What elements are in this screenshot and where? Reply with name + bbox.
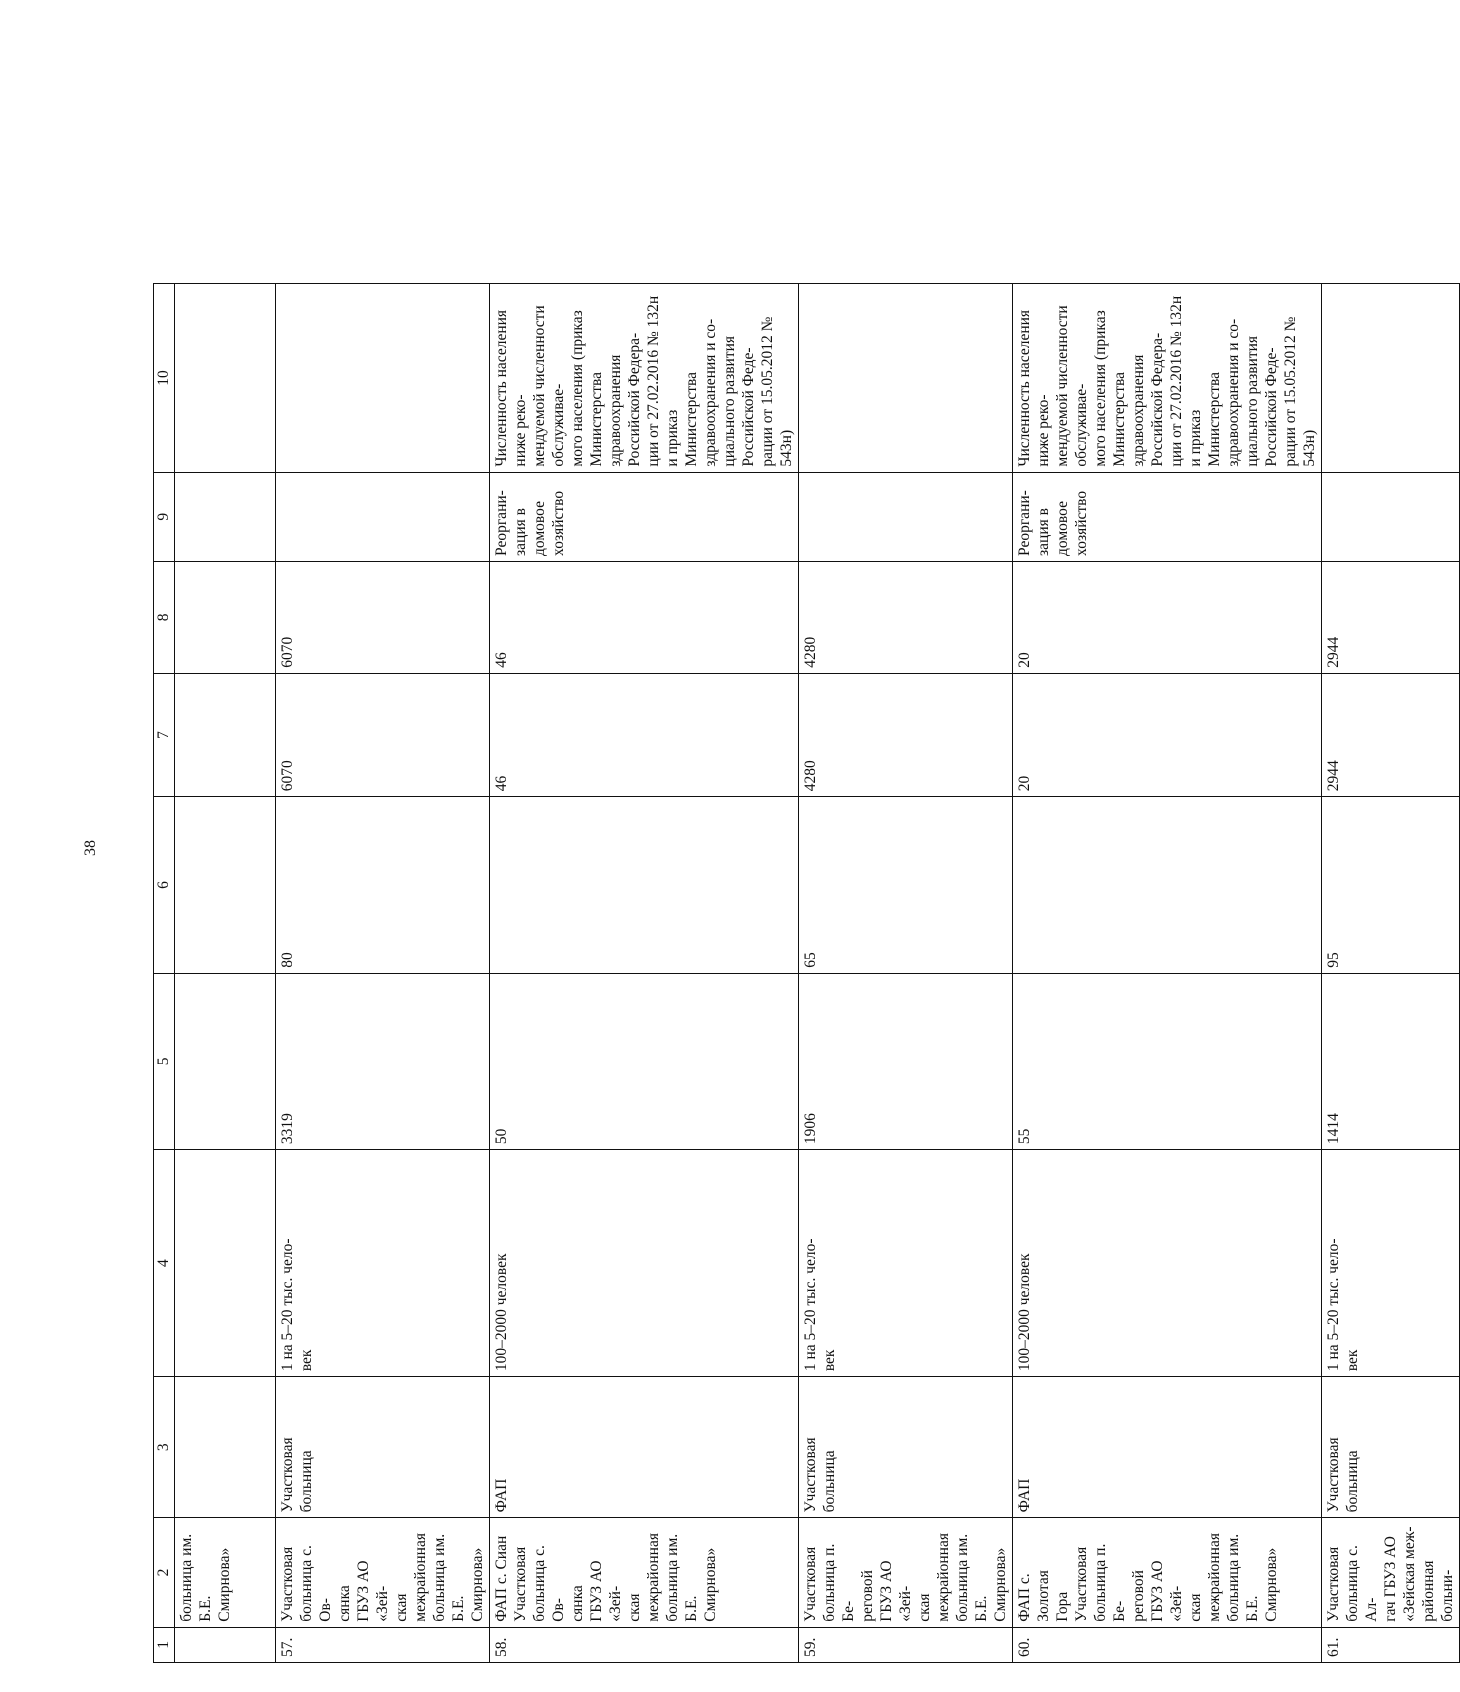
header-cell-8: 8 xyxy=(154,561,175,673)
header-cell-6: 6 xyxy=(154,797,175,973)
page-number: 38 xyxy=(82,840,99,856)
col10-cell xyxy=(799,284,1013,472)
norm-cell: 100–2000 человек xyxy=(490,1150,799,1377)
type-cell: Участковая больница xyxy=(1322,1377,1460,1518)
col8-cell: 2944 xyxy=(1322,561,1460,673)
col9-cell xyxy=(799,472,1013,561)
norm-cell xyxy=(175,1150,276,1377)
col9-cell xyxy=(276,472,490,561)
header-cell-9: 9 xyxy=(154,472,175,561)
col6-cell xyxy=(490,797,799,973)
col8-cell: 4280 xyxy=(799,561,1013,673)
institution-cell: ФАП с. Золотая Гора Участковая больница п. Бе- реговой ГБУЗ АО «Зей- ская межрайонная больница им. Б.Е. Смирнова» xyxy=(1013,1518,1322,1627)
header-cell-10: 10 xyxy=(154,284,175,472)
col9-cell xyxy=(1322,472,1460,561)
col10-cell: Численность населения ниже реко- мендуемой численности обслуживае- мого населения (приказ Министерства здравоохранения Российской Федера- ции от 27.02.2016 № 132н и приказ Министерства здравоохранения и со- циального развития Российской Феде- рации от 15.05.2012 № 543н) xyxy=(490,284,799,472)
table-row xyxy=(490,49,799,1663)
col8-cell: 20 xyxy=(1013,561,1322,673)
col6-cell xyxy=(1013,797,1322,973)
col7-cell: 20 xyxy=(1013,673,1322,797)
col9-cell: Реоргани- зация в домовое хозяйство xyxy=(490,472,799,561)
facilities-table xyxy=(153,48,1460,1663)
table-row xyxy=(1322,49,1460,1663)
col10-cell xyxy=(175,284,276,472)
table-row xyxy=(1013,49,1322,1663)
table-row xyxy=(799,49,1013,1663)
institution-cell: ФАП с. Сиан Участковая больница с. Ов- сянка ГБУЗ АО «Зей- ская межрайонная больница им. Б.Е. Смирнова» xyxy=(490,1518,799,1627)
type-cell xyxy=(175,1377,276,1518)
institution-cell: Участковая больница с. Ал- гач ГБУЗ АО «Зейская меж- районная больни- xyxy=(1322,1518,1460,1627)
col9-cell xyxy=(175,472,276,561)
col8-cell xyxy=(175,561,276,673)
norm-cell: 1 на 5–20 тыс. чело- век xyxy=(1322,1150,1460,1377)
col6-cell: 80 xyxy=(276,797,490,973)
col7-cell: 6070 xyxy=(276,673,490,797)
col5-cell: 50 xyxy=(490,973,799,1149)
col5-cell xyxy=(175,973,276,1149)
header-cell-2: 2 xyxy=(154,1518,175,1627)
row-number: 59. xyxy=(799,1627,1013,1662)
col7-cell: 4280 xyxy=(799,673,1013,797)
row-number xyxy=(175,1627,276,1662)
norm-cell: 1 на 5–20 тыс. чело- век xyxy=(276,1150,490,1377)
type-cell: Участковая больница xyxy=(276,1377,490,1518)
col10-cell xyxy=(1322,284,1460,472)
col6-cell: 95 xyxy=(1322,797,1460,973)
col6-cell xyxy=(175,797,276,973)
col10-cell xyxy=(276,284,490,472)
header-cell-3: 3 xyxy=(154,1377,175,1518)
header-row xyxy=(154,49,175,1663)
row-number: 57. xyxy=(276,1627,490,1662)
col9-cell: Реоргани- зация в домовое хозяйство xyxy=(1013,472,1322,561)
norm-cell: 1 на 5–20 тыс. чело- век xyxy=(799,1150,1013,1377)
col7-cell: 46 xyxy=(490,673,799,797)
col5-cell: 1414 xyxy=(1322,973,1460,1149)
col8-cell: 6070 xyxy=(276,561,490,673)
col8-cell: 46 xyxy=(490,561,799,673)
type-cell: ФАП xyxy=(1013,1377,1322,1518)
row-number: 58. xyxy=(490,1627,799,1662)
col10-cell: Численность населения ниже реко- мендуемой численности обслуживае- мого населения (приказ Министерства здравоохранения Российской Федера- ции от 27.02.2016 № 132н и приказ Министерства здравоохранения и со- циального развития Российской Феде- рации от 15.05.2012 № 543н) xyxy=(1013,284,1322,472)
col5-cell: 3319 xyxy=(276,973,490,1149)
col7-cell: 2944 xyxy=(1322,673,1460,797)
institution-cell: Участковая больница с. Ов- сянка ГБУЗ АО «Зей- ская межрайонная больница им. Б.Е. Смирнова» xyxy=(276,1518,490,1627)
type-cell: ФАП xyxy=(490,1377,799,1518)
row-number: 61. xyxy=(1322,1627,1460,1662)
col5-cell: 1906 xyxy=(799,973,1013,1149)
norm-cell: 100–2000 человек xyxy=(1013,1150,1322,1377)
institution-cell: Участковая больница п. Бе- реговой ГБУЗ АО «Зей- ская межрайонная больница им. Б.Е. Смирнова» xyxy=(799,1518,1013,1627)
table-row xyxy=(276,49,490,1663)
col6-cell: 65 xyxy=(799,797,1013,973)
col5-cell: 55 xyxy=(1013,973,1322,1149)
header-cell-5: 5 xyxy=(154,973,175,1149)
header-cell-1: 1 xyxy=(154,1627,175,1662)
header-cell-7: 7 xyxy=(154,673,175,797)
type-cell: Участковая больница xyxy=(799,1377,1013,1518)
col7-cell xyxy=(175,673,276,797)
header-cell-4: 4 xyxy=(154,1150,175,1377)
institution-cell: больница им. Б.Е. Смирнова» xyxy=(175,1518,276,1627)
table-row xyxy=(175,49,276,1663)
row-number: 60. xyxy=(1013,1627,1322,1662)
rotated-table-sheet xyxy=(153,48,1456,1663)
